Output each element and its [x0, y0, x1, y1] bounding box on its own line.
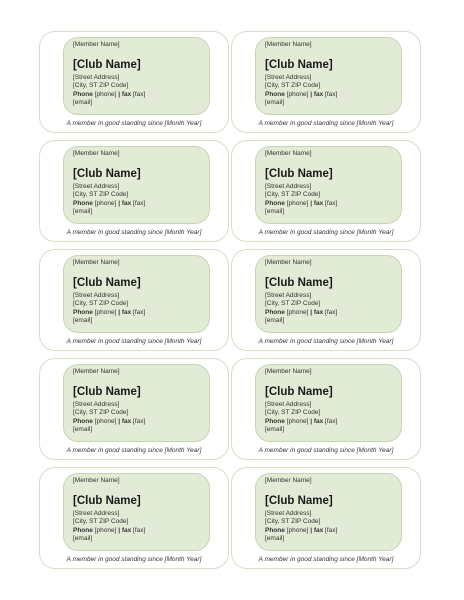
separator: |	[310, 309, 313, 316]
membership-card	[39, 467, 229, 569]
city-state-zip: [City, ST ZIP Code]	[73, 518, 129, 525]
card-info-panel	[63, 146, 210, 224]
club-name: [Club Name]	[73, 386, 141, 398]
member-name: [Member Name]	[265, 41, 312, 48]
standing-since-note: A member in good standing since [Month Year]	[66, 229, 202, 236]
member-name: [Member Name]	[73, 259, 120, 266]
street-address: [Street Address]	[73, 510, 120, 517]
fax-value: [fax]	[133, 91, 146, 98]
separator: |	[310, 200, 313, 207]
membership-card	[231, 140, 421, 242]
standing-since-note: A member in good standing since [Month Year]	[66, 556, 202, 563]
street-address: [Street Address]	[73, 74, 120, 81]
card-info-panel	[255, 255, 402, 333]
phone-fax-line	[265, 527, 337, 534]
phone-label: Phone	[265, 527, 285, 534]
city-state-zip: [City, ST ZIP Code]	[265, 409, 321, 416]
card-info-panel	[63, 255, 210, 333]
city-state-zip: [City, ST ZIP Code]	[73, 409, 129, 416]
phone-fax-line	[265, 418, 337, 425]
standing-since-note: A member in good standing since [Month Year]	[66, 120, 202, 127]
fax-label: fax	[121, 309, 132, 316]
email-address: [email]	[73, 535, 93, 542]
card-info-panel	[63, 364, 210, 442]
fax-value: [fax]	[133, 309, 146, 316]
email-address: [email]	[265, 99, 285, 106]
club-name: [Club Name]	[73, 59, 141, 71]
member-name: [Member Name]	[265, 259, 312, 266]
standing-since-note: A member in good standing since [Month Year]	[258, 229, 394, 236]
membership-card	[231, 467, 421, 569]
club-name: [Club Name]	[265, 277, 333, 289]
fax-label: fax	[121, 527, 132, 534]
city-state-zip: [City, ST ZIP Code]	[73, 191, 129, 198]
street-address: [Street Address]	[265, 510, 312, 517]
fax-value: [fax]	[325, 309, 338, 316]
phone-value: [phone]	[94, 309, 117, 316]
phone-value: [phone]	[286, 200, 309, 207]
separator: |	[310, 418, 313, 425]
membership-card	[39, 140, 229, 242]
fax-value: [fax]	[325, 527, 338, 534]
phone-label: Phone	[265, 418, 285, 425]
phone-value: [phone]	[286, 91, 309, 98]
phone-fax-line	[73, 418, 145, 425]
fax-label: fax	[313, 527, 324, 534]
city-state-zip: [City, ST ZIP Code]	[265, 518, 321, 525]
fax-value: [fax]	[133, 200, 146, 207]
fax-label: fax	[121, 200, 132, 207]
standing-since-note: A member in good standing since [Month Year]	[258, 447, 394, 454]
phone-value: [phone]	[286, 527, 309, 534]
fax-label: fax	[313, 200, 324, 207]
fax-label: fax	[121, 91, 132, 98]
club-name: [Club Name]	[265, 386, 333, 398]
phone-fax-line	[73, 91, 145, 98]
email-address: [email]	[265, 535, 285, 542]
email-address: [email]	[265, 317, 285, 324]
separator: |	[118, 527, 121, 534]
card-info-panel	[255, 37, 402, 115]
member-name: [Member Name]	[265, 368, 312, 375]
phone-label: Phone	[73, 91, 93, 98]
phone-label: Phone	[73, 309, 93, 316]
phone-label: Phone	[265, 91, 285, 98]
phone-label: Phone	[73, 200, 93, 207]
street-address: [Street Address]	[73, 292, 120, 299]
club-name: [Club Name]	[265, 168, 333, 180]
fax-value: [fax]	[133, 527, 146, 534]
fax-value: [fax]	[325, 418, 338, 425]
street-address: [Street Address]	[265, 183, 312, 190]
membership-card	[231, 358, 421, 460]
phone-fax-line	[73, 309, 145, 316]
standing-since-note: A member in good standing since [Month Year]	[66, 447, 202, 454]
fax-value: [fax]	[133, 418, 146, 425]
phone-value: [phone]	[286, 309, 309, 316]
phone-value: [phone]	[94, 527, 117, 534]
street-address: [Street Address]	[73, 401, 120, 408]
member-name: [Member Name]	[73, 150, 120, 157]
city-state-zip: [City, ST ZIP Code]	[265, 191, 321, 198]
club-name: [Club Name]	[73, 168, 141, 180]
email-address: [email]	[265, 426, 285, 433]
standing-since-note: A member in good standing since [Month Year]	[258, 338, 394, 345]
member-name: [Member Name]	[265, 477, 312, 484]
fax-value: [fax]	[325, 91, 338, 98]
standing-since-note: A member in good standing since [Month Year]	[258, 556, 394, 563]
phone-fax-line	[265, 200, 337, 207]
phone-label: Phone	[265, 309, 285, 316]
standing-since-note: A member in good standing since [Month Year]	[66, 338, 202, 345]
email-address: [email]	[265, 208, 285, 215]
membership-card	[231, 249, 421, 351]
phone-value: [phone]	[94, 418, 117, 425]
fax-label: fax	[121, 418, 132, 425]
club-name: [Club Name]	[265, 59, 333, 71]
membership-card	[231, 31, 421, 133]
member-name: [Member Name]	[73, 41, 120, 48]
separator: |	[118, 200, 121, 207]
membership-card	[39, 249, 229, 351]
card-info-panel	[255, 473, 402, 551]
phone-label: Phone	[73, 418, 93, 425]
phone-label: Phone	[265, 200, 285, 207]
member-name: [Member Name]	[73, 477, 120, 484]
membership-card	[39, 31, 229, 133]
street-address: [Street Address]	[265, 74, 312, 81]
email-address: [email]	[73, 317, 93, 324]
membership-card	[39, 358, 229, 460]
card-info-panel	[63, 37, 210, 115]
standing-since-note: A member in good standing since [Month Year]	[258, 120, 394, 127]
street-address: [Street Address]	[265, 292, 312, 299]
email-address: [email]	[73, 426, 93, 433]
city-state-zip: [City, ST ZIP Code]	[73, 82, 129, 89]
phone-label: Phone	[73, 527, 93, 534]
club-name: [Club Name]	[73, 495, 141, 507]
phone-fax-line	[73, 200, 145, 207]
city-state-zip: [City, ST ZIP Code]	[265, 82, 321, 89]
card-info-panel	[255, 146, 402, 224]
email-address: [email]	[73, 99, 93, 106]
separator: |	[310, 527, 313, 534]
street-address: [Street Address]	[73, 183, 120, 190]
fax-label: fax	[313, 91, 324, 98]
club-name: [Club Name]	[73, 277, 141, 289]
phone-value: [phone]	[94, 200, 117, 207]
phone-value: [phone]	[94, 91, 117, 98]
member-name: [Member Name]	[73, 368, 120, 375]
separator: |	[118, 91, 121, 98]
separator: |	[118, 309, 121, 316]
phone-fax-line	[73, 527, 145, 534]
card-info-panel	[63, 473, 210, 551]
fax-label: fax	[313, 418, 324, 425]
fax-value: [fax]	[325, 200, 338, 207]
member-name: [Member Name]	[265, 150, 312, 157]
email-address: [email]	[73, 208, 93, 215]
phone-fax-line	[265, 91, 337, 98]
separator: |	[118, 418, 121, 425]
street-address: [Street Address]	[265, 401, 312, 408]
club-name: [Club Name]	[265, 495, 333, 507]
phone-fax-line	[265, 309, 337, 316]
city-state-zip: [City, ST ZIP Code]	[73, 300, 129, 307]
fax-label: fax	[313, 309, 324, 316]
city-state-zip: [City, ST ZIP Code]	[265, 300, 321, 307]
separator: |	[310, 91, 313, 98]
phone-value: [phone]	[286, 418, 309, 425]
card-info-panel	[255, 364, 402, 442]
